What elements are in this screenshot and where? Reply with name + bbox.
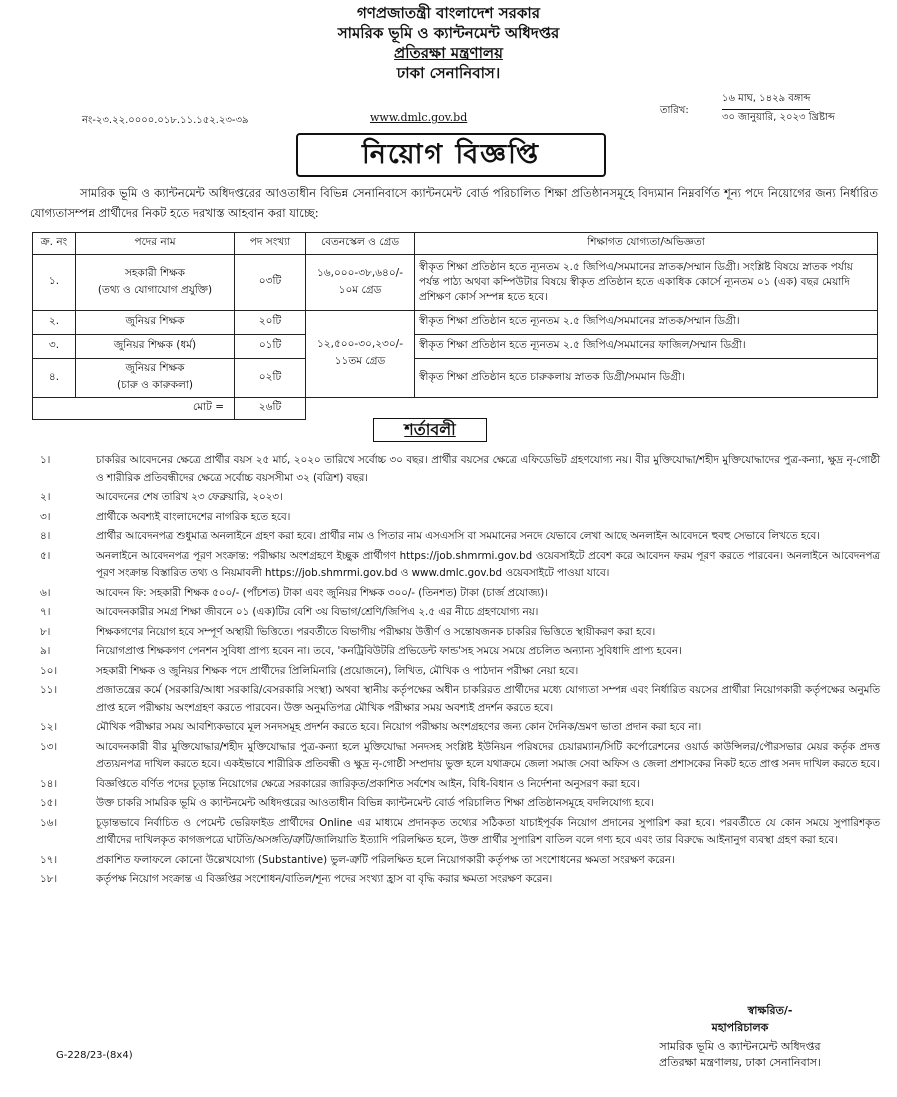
post-cell [76,255,235,311]
term-text: প্রজাতন্ত্রের কর্মে (সরকারি/আধা সরকারি/বেসরকারি সংস্থা) অথবা স্থানীয় কর্তৃপক্ষের অধীন চাকরিরত প্রার্থীদের মধ্যে যোগ্যতা সম্পন্ন এবং নির্ধারিত বয়সের প্রার্থীরা নিয়োগকারী কর্তৃপক্ষের অনুমতি প্রাপ্ত হলে পরীক্ষায় অংশগ্রহণ করতে পারবেন। উক্ত অনুমতিপত্র মৌখিক পরীক্ষার সময় অবশ্যই প্রদর্শন করতে হবে। [96,684,880,714]
signatory-ministry: প্রতিরক্ষা মন্ত্রণালয়, ঢাকা সেনানিবাস। [658,1056,822,1069]
term-text: নিয়োগপ্রাপ্ত শিক্ষকগণ পেনশন সুবিধা প্রাপ্য হবেন না। তবে, 'কনট্রিবিউটরি প্রভিডেন্ট ফান্ড'সহ সময়ে সময়ে প্রচলিত অন্যান্য সুবিধাদি প্রাপ্য হবেন। [96,645,682,657]
term-text: চূড়ান্তভাবে নির্বাচিত ও পেমেন্ট ভেরিফাইড প্রার্থীদের Online এর মাধ্যমে প্রদানকৃত তথ্যের সঠিকতা যাচাইপূর্বক নিয়োগ প্রদানের সুপারিশ করা হবে। পরবর্তীতে যে কোন সময়ে সুপারিশকৃত প্রার্থীদের দাখিলকৃত কাগজপত্রে ঘাটতি/অসঙ্গতি/ত্রুটি/জালিয়াতি ইত্যাদি পরিলক্ষিত হলে, উক্ত প্রার্থীর সুপারিশ বাতিল বলে গণ্য হবে এবং তার বিরুদ্ধে আইনানুগ ব্যবস্থা গ্রহণ করা হবে। [96,816,880,846]
count-cell: ২০টি [235,311,306,335]
term-text: আবেদনকারীর সমগ্র শিক্ষা জীবনে ০১ (এক)টির বেশি ৩য় বিভাগ/শ্রেণি/জিপিএ ২.৫ এর নীচে গ্রহণযোগ্য নয়। [96,606,539,618]
list-item [30,663,880,681]
serial-cell: ৩. [33,335,76,359]
col-header-post: পদের নাম [76,233,235,255]
total-row [33,398,878,420]
term-text: মৌখিক পরীক্ষার সময় আবশ্যিকভাবে মূল সনদসমূহ প্রদর্শন করতে হবে। নিয়োগ পরীক্ষায় অংশগ্রহণের জন্য কোন দৈনিক/ভ্রমণ ভাতা প্রদান করা হবে না। [96,721,702,733]
serial-cell: ১. [33,255,76,311]
total-label: মোট = [33,398,235,420]
shared-scale-cell [306,311,415,398]
table-header-row [33,233,878,255]
total-value: ২৬টি [235,398,306,420]
post-cell [76,359,235,398]
list-item [30,739,880,774]
term-number: ১২। [40,721,58,733]
list-item [30,528,880,546]
ministry-name: প্রতিরক্ষা মন্ত্রণালয় [394,44,503,62]
term-text: উক্ত চাকরি সামরিক ভূমি ও ক্যান্টনমেন্ট অধিদপ্তরের আওতাধীন বিভিন্ন ক্যান্টনমেন্ট বোর্ড পরিচালিত শিক্ষা প্রতিষ্ঠানসমূহে বদলিযোগ্য হবে। [96,797,654,809]
govt-name: গণপ্রজাতন্ত্রী বাংলাদেশ সরকার [357,4,540,22]
footer-code: G-228/23-(8x4) [56,1050,133,1061]
col-header-scale: বেতনস্কেল ও গ্রেড [306,233,415,255]
term-number: ২। [40,491,51,503]
term-number: ১৮। [40,873,58,885]
col-header-qualification: শিক্ষাগত যোগ্যতা/অভিজ্ঞতা [415,233,878,255]
terms-heading: শর্তাবলী [373,418,487,442]
grade: ১০ম গ্রেড [338,283,382,296]
table-row [33,255,878,311]
table-row [33,359,878,398]
term-number: ৭। [40,606,51,618]
term-number: ১৫। [40,797,58,809]
term-number: ১৬। [40,816,58,829]
date-label: তারিখ: [660,105,689,116]
list-item [30,604,880,622]
post-name: জুনিয়র শিক্ষক [125,362,185,374]
term-number: ১৪। [40,777,58,790]
qualification-cell: স্বীকৃত শিক্ষা প্রতিষ্ঠান হতে ন্যূনতম ২.৫ জিপিএ/সমমানের স্নাতক/সম্মান ডিগ্রী। [415,311,878,335]
pay-scale: ১২,৫০০-৩০,২৩০/- [316,338,404,350]
post-subtitle: (তথ্য ও যোগাযোগ প্রযুক্তি) [97,283,213,296]
qualification-cell: স্বীকৃত শিক্ষা প্রতিষ্ঠান হতে ন্যূনতম ২.৫ জিপিএ/সমমানের স্নাতক/সম্মান ডিগ্রী। সংশ্লিষ্ট বিষয়ে স্নাতক পর্যায় পর্যন্ত পাঠ্য অথবা কম্পিউটার বিষয়ে স্বীকৃত প্রতিষ্ঠান হতে একাধিক কোর্সে ন্যূনতম ০১ (এক) বছর মেয়াদি প্রশিক্ষণ কোর্স সম্পন্ন হতে হবে। [415,255,878,311]
terms-list [30,452,880,891]
term-text: আবেদনকারী বীর মুক্তিযোদ্ধার/শহীদ মুক্তিযোদ্ধার পুত্র-কন্যা হলে মুক্তিযোদ্ধা সনদসহ সংশ্লিষ্ট ইউনিয়ন পরিষদের চেয়ারম্যান/সিটি কর্পোরেশনের ওয়ার্ড কাউন্সিলর/পৌরসভার মেয়র কর্তৃক প্রদত্ত প্রত্যয়নপত্র দাখিল করতে হবে। একইভাবে শারীরিক প্রতিবন্ধী ও ক্ষুদ্র নৃ-গোষ্ঠী সম্প্রদায় ভুক্ত হলে যথাক্রমে জেলা সমাজ সেবা অফিস ও জেলা প্রশাসকের নিকট হতে প্রাপ্ত সনদ দাখিল করতে হবে। [96,740,880,770]
signatory-designation: মহাপরিচালক [711,1021,769,1034]
term-text: প্রার্থীর আবেদনপত্র শুধুমাত্র অনলাইনে গ্রহণ করা হবে। প্রার্থীর নাম ও পিতার নাম এসএসসি বা সমমানের সনদে যেভাবে লেখা আছে অনলাইন আবেদনে হুবহু সেভাবে লিখতে হবে। [96,530,820,542]
term-number: ৩। [40,510,51,523]
grade: ১১তম গ্রেড [334,355,386,367]
scale-cell [306,255,415,311]
term-text: আবেদন ফি: সহকারী শিক্ষক ৫০০/- (পাঁচশত) টাকা এবং জুনিয়র শিক্ষক ৩০০/- (তিনশত) টাকা (চার্জ প্রযোজ্য)। [96,586,548,599]
term-text: শিক্ষকগণের নিয়োগ হবে সম্পূর্ণ অস্থায়ী ভিত্তিতে। পরবর্তীতে বিভাগীয় পরীক্ষায় উত্তীর্ণ ও সন্তোষজনক চাকরির ভিত্তিতে স্থায়ীকরণ করা হবে। [96,625,656,638]
signed-mark: স্বাক্ষরিত/- [747,1004,793,1017]
pay-scale: ১৬,০০০-৩৮,৬৪০/- [316,266,404,279]
serial-cell: ৪. [33,359,76,398]
term-text: প্রার্থীকে অবশ্যই বাংলাদেশের নাগরিক হতে হবে। [96,510,291,523]
list-item [30,795,880,813]
list-item [30,871,880,889]
count-cell: ০৩টি [235,255,306,311]
table-row [33,311,878,335]
list-item [30,719,880,737]
date-english: ৩০ জানুয়ারি, ২০২৩ খ্রিষ্টাব্দ [722,112,835,123]
qualification-cell: স্বীকৃত শিক্ষা প্রতিষ্ঠান হতে ন্যূনতম ২.৫ জিপিএ/সমমানের ফাজিল/সম্মান ডিগ্রী। [415,335,878,359]
serial-cell: ২. [33,311,76,335]
date-bangla: ১৬ মাঘ, ১৪২৯ বঙ্গাব্দ [722,91,810,110]
term-text: অনলাইনে আবেদনপত্র পূরণ সংক্রান্ত: পরীক্ষায় অংশগ্রহণে ইচ্ছুক প্রার্থীগণ https://job.shmrmi.gov.bd ওয়েবসাইটে প্রবেশ করে আবেদন ফরম পূরণ করতে পারবেন। অনলাইনে আবেদনপত্র পূরণ সংক্রান্ত বিস্তারিত তথ্য ও নিয়মাবলী https://job.shmrmi.gov.bd ও www.dmlc.gov.bd ওয়েবসাইটে পাওয়া যাবে। [96,549,880,579]
notice-title: নিয়োগ বিজ্ঞপ্তি [296,133,606,177]
list-item [30,624,880,642]
count-cell: ০১টি [235,335,306,359]
term-text: প্রকাশিত ফলাফলে কোনো উল্লেখযোগ্য (Substantive) ভুল-ত্রুটি পরিলক্ষিত হলে নিয়োগকারী কর্তৃপক্ষ তা সংশোধনের ক্ষমতা সংরক্ষণ করেন। [96,853,675,866]
count-cell: ০২টি [235,359,306,398]
post-subtitle: (চারু ও কারুকলা) [116,379,194,391]
website-link[interactable]: www.dmlc.gov.bd [370,111,468,124]
term-number: ১৩। [40,740,58,753]
list-item [30,548,880,583]
department-name: সামরিক ভূমি ও ক্যান্টনমেন্ট অধিদপ্তর [337,24,560,42]
list-item [30,585,880,603]
memo-number: নং-২৩.২২.০০০০.০১৮.১১.১৫২.২৩-৩৯ [82,115,249,126]
vacancy-table [32,232,878,420]
list-item [30,509,880,527]
location: ঢাকা সেনানিবাস। [396,64,501,82]
list-item [30,852,880,870]
list-item [30,776,880,794]
term-text: বিজ্ঞপ্তিতে বর্ণিত পদের চূড়ান্ত নিয়োগের ক্ষেত্রে সরকারের জারিকৃত/প্রকাশিত সর্বশেষ আইন, বিধি-বিধান ও নির্দেশনা অনুসরণ করা হবে। [96,777,640,790]
signatory-office: সামরিক ভূমি ও ক্যান্টনমেন্ট অধিদপ্তর [659,1040,821,1053]
term-number: ৪। [40,530,51,542]
term-number: ৯। [40,645,51,657]
term-text: কর্তৃপক্ষ নিয়োগ সংক্রান্ত এ বিজ্ঞপ্তির সংশোধন/বাতিল/শূন্য পদের সংখ্যা হ্রাস বা বৃদ্ধি করার ক্ষমতা সংরক্ষণ করেন। [96,873,553,885]
term-number: ৬। [40,586,51,599]
col-header-serial: ক্র. নং [33,233,76,255]
term-number: ১৭। [40,853,58,866]
list-item [30,682,880,717]
term-text: সহকারী শিক্ষক ও জুনিয়র শিক্ষক পদে প্রার্থীদের প্রিলিমিনারি (প্রয়োজনে), লিখিত, মৌখিক ও পাঠদান পরীক্ষা নেয়া হবে। [96,664,579,677]
term-text: চাকরির আবেদনের ক্ষেত্রে প্রার্থীর বয়স ২৫ মার্চ, ২০২০ তারিখে সর্বোচ্চ ৩০ বছর। প্রার্থীর বয়সের ক্ষেত্রে এফিডেভিট গ্রহণযোগ্য নয়। বীর মুক্তিযোদ্ধা/শহীদ মুক্তিযোদ্ধাদের পুত্র-কন্যা, ক্ষুদ্র নৃ-গোষ্ঠী ও শারীরিক প্রতিবন্ধীদের ক্ষেত্রে সর্বোচ্চ বয়সসীমা ৩২ (বত্রিশ) বছর। [96,454,880,484]
list-item [30,643,880,661]
intro-paragraph: সামরিক ভূমি ও ক্যান্টনমেন্ট অধিদপ্তরের আওতাধীন বিভিন্ন সেনানিবাসে ক্যান্টনমেন্ট বোর্ড পরিচালিত শিক্ষা প্রতিষ্ঠানসমূহে বিদ্যমান নিম্নবর্ণিত শূন্য পদে নিয়োগের জন্য নির্ধারিত যোগ্যতাসম্পন্ন প্রার্থীদের নিকট হতে দরখাস্ত আহবান করা যাচ্ছে: [30,186,878,220]
post-name: সহকারী শিক্ষক [124,266,186,279]
qualification-cell: স্বীকৃত শিক্ষা প্রতিষ্ঠান হতে চারুকলায় স্নাতক ডিগ্রী/সমমান ডিগ্রী। [415,359,878,398]
term-number: ১। [40,454,51,466]
list-item [30,815,880,850]
table-row [33,335,878,359]
list-item [30,489,880,507]
term-number: ১১। [40,684,58,696]
term-number: ১০। [40,664,58,677]
term-text: আবেদনের শেষ তারিখ ২৩ ফেব্রুয়ারি, ২০২৩। [96,491,283,503]
term-number: ৫। [40,549,51,562]
post-cell: জুনিয়র শিক্ষক [76,311,235,335]
list-item [30,452,880,487]
post-cell: জুনিয়র শিক্ষক (ধর্ম) [76,335,235,359]
term-number: ৮। [40,625,51,638]
col-header-count: পদ সংখ্যা [235,233,306,255]
